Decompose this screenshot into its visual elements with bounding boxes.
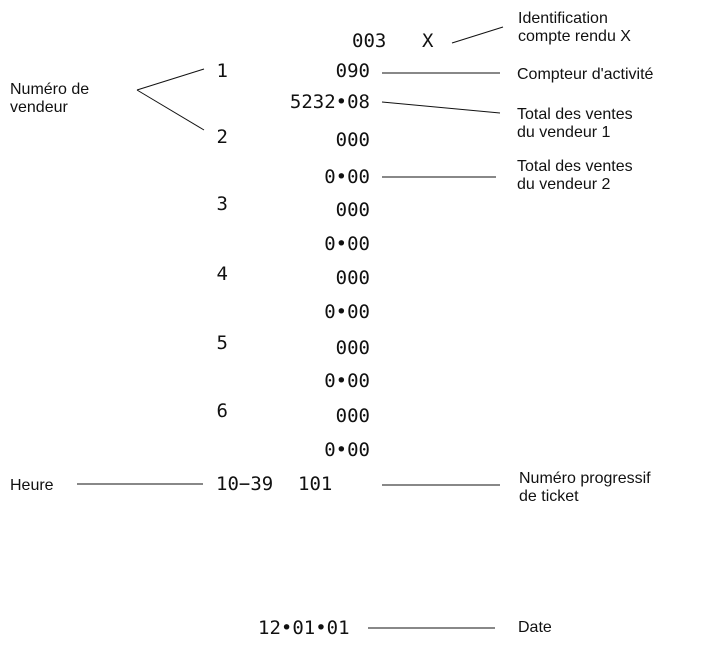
annotation-vendor2-total-line-2: du vendeur 2 xyxy=(517,176,611,193)
vendor-total-4: 0•00 xyxy=(324,301,370,323)
vendor-total-6: 0•00 xyxy=(324,439,370,461)
vendor-count-4: 000 xyxy=(335,267,370,289)
leader-vendor-2 xyxy=(137,90,204,130)
vendor-number-6: 6 xyxy=(216,400,228,422)
vendor-total-5: 0•00 xyxy=(324,370,370,392)
annotation-report-id-line-2: compte rendu X xyxy=(518,28,631,45)
report-type: X xyxy=(422,30,434,52)
vendor-number-4: 4 xyxy=(216,263,228,285)
vendor-number-2: 2 xyxy=(216,126,228,148)
print-date: 12•01•01 xyxy=(258,617,350,639)
annotation-report-id xyxy=(518,10,631,46)
vendor-count-6: 000 xyxy=(335,405,370,427)
annotation-vendor2-total xyxy=(517,158,633,194)
print-time: 10−39 xyxy=(216,473,274,495)
annotation-vendor-number-line-2: vendeur xyxy=(10,99,68,116)
leader-vendor1-total xyxy=(382,102,500,113)
annotation-vendor2-total-line-1: Total des ventes xyxy=(517,158,633,175)
report-id: 003 xyxy=(352,30,387,52)
annotation-vendor1-total-line-2: du vendeur 1 xyxy=(517,124,611,141)
annotation-date: Date xyxy=(518,619,552,636)
vendor-number-5: 5 xyxy=(216,332,228,354)
vendor-number-1: 1 xyxy=(216,60,228,82)
vendor-total-1: 5232•08 xyxy=(289,91,370,113)
vendor-count-2: 000 xyxy=(335,129,370,151)
annotation-vendor-number xyxy=(10,81,89,117)
ticket-number: 101 xyxy=(298,473,333,495)
annotation-report-id-line-1: Identification xyxy=(518,10,608,27)
annotation-vendor-number-line-1: Numéro de xyxy=(10,81,90,98)
leader-vendor-1 xyxy=(137,69,204,90)
annotation-ticket-number-line-1: Numéro progressif xyxy=(519,470,651,487)
vendor-total-3: 0•00 xyxy=(324,233,370,255)
annotation-activity-counter: Compteur d'activité xyxy=(517,66,654,83)
annotation-vendor1-total-line-1: Total des ventes xyxy=(517,106,633,123)
annotation-ticket-number xyxy=(519,470,651,506)
vendor-count-3: 000 xyxy=(335,199,370,221)
activity-counter: 090 xyxy=(335,60,370,82)
vendor-total-2: 0•00 xyxy=(324,166,370,188)
annotation-vendor1-total xyxy=(517,106,633,142)
annotation-ticket-number-line-2: de ticket xyxy=(519,488,579,505)
vendor-count-5: 000 xyxy=(335,337,370,359)
leader-report-id xyxy=(452,27,503,43)
annotation-time: Heure xyxy=(10,477,54,494)
vendor-number-3: 3 xyxy=(216,193,228,215)
